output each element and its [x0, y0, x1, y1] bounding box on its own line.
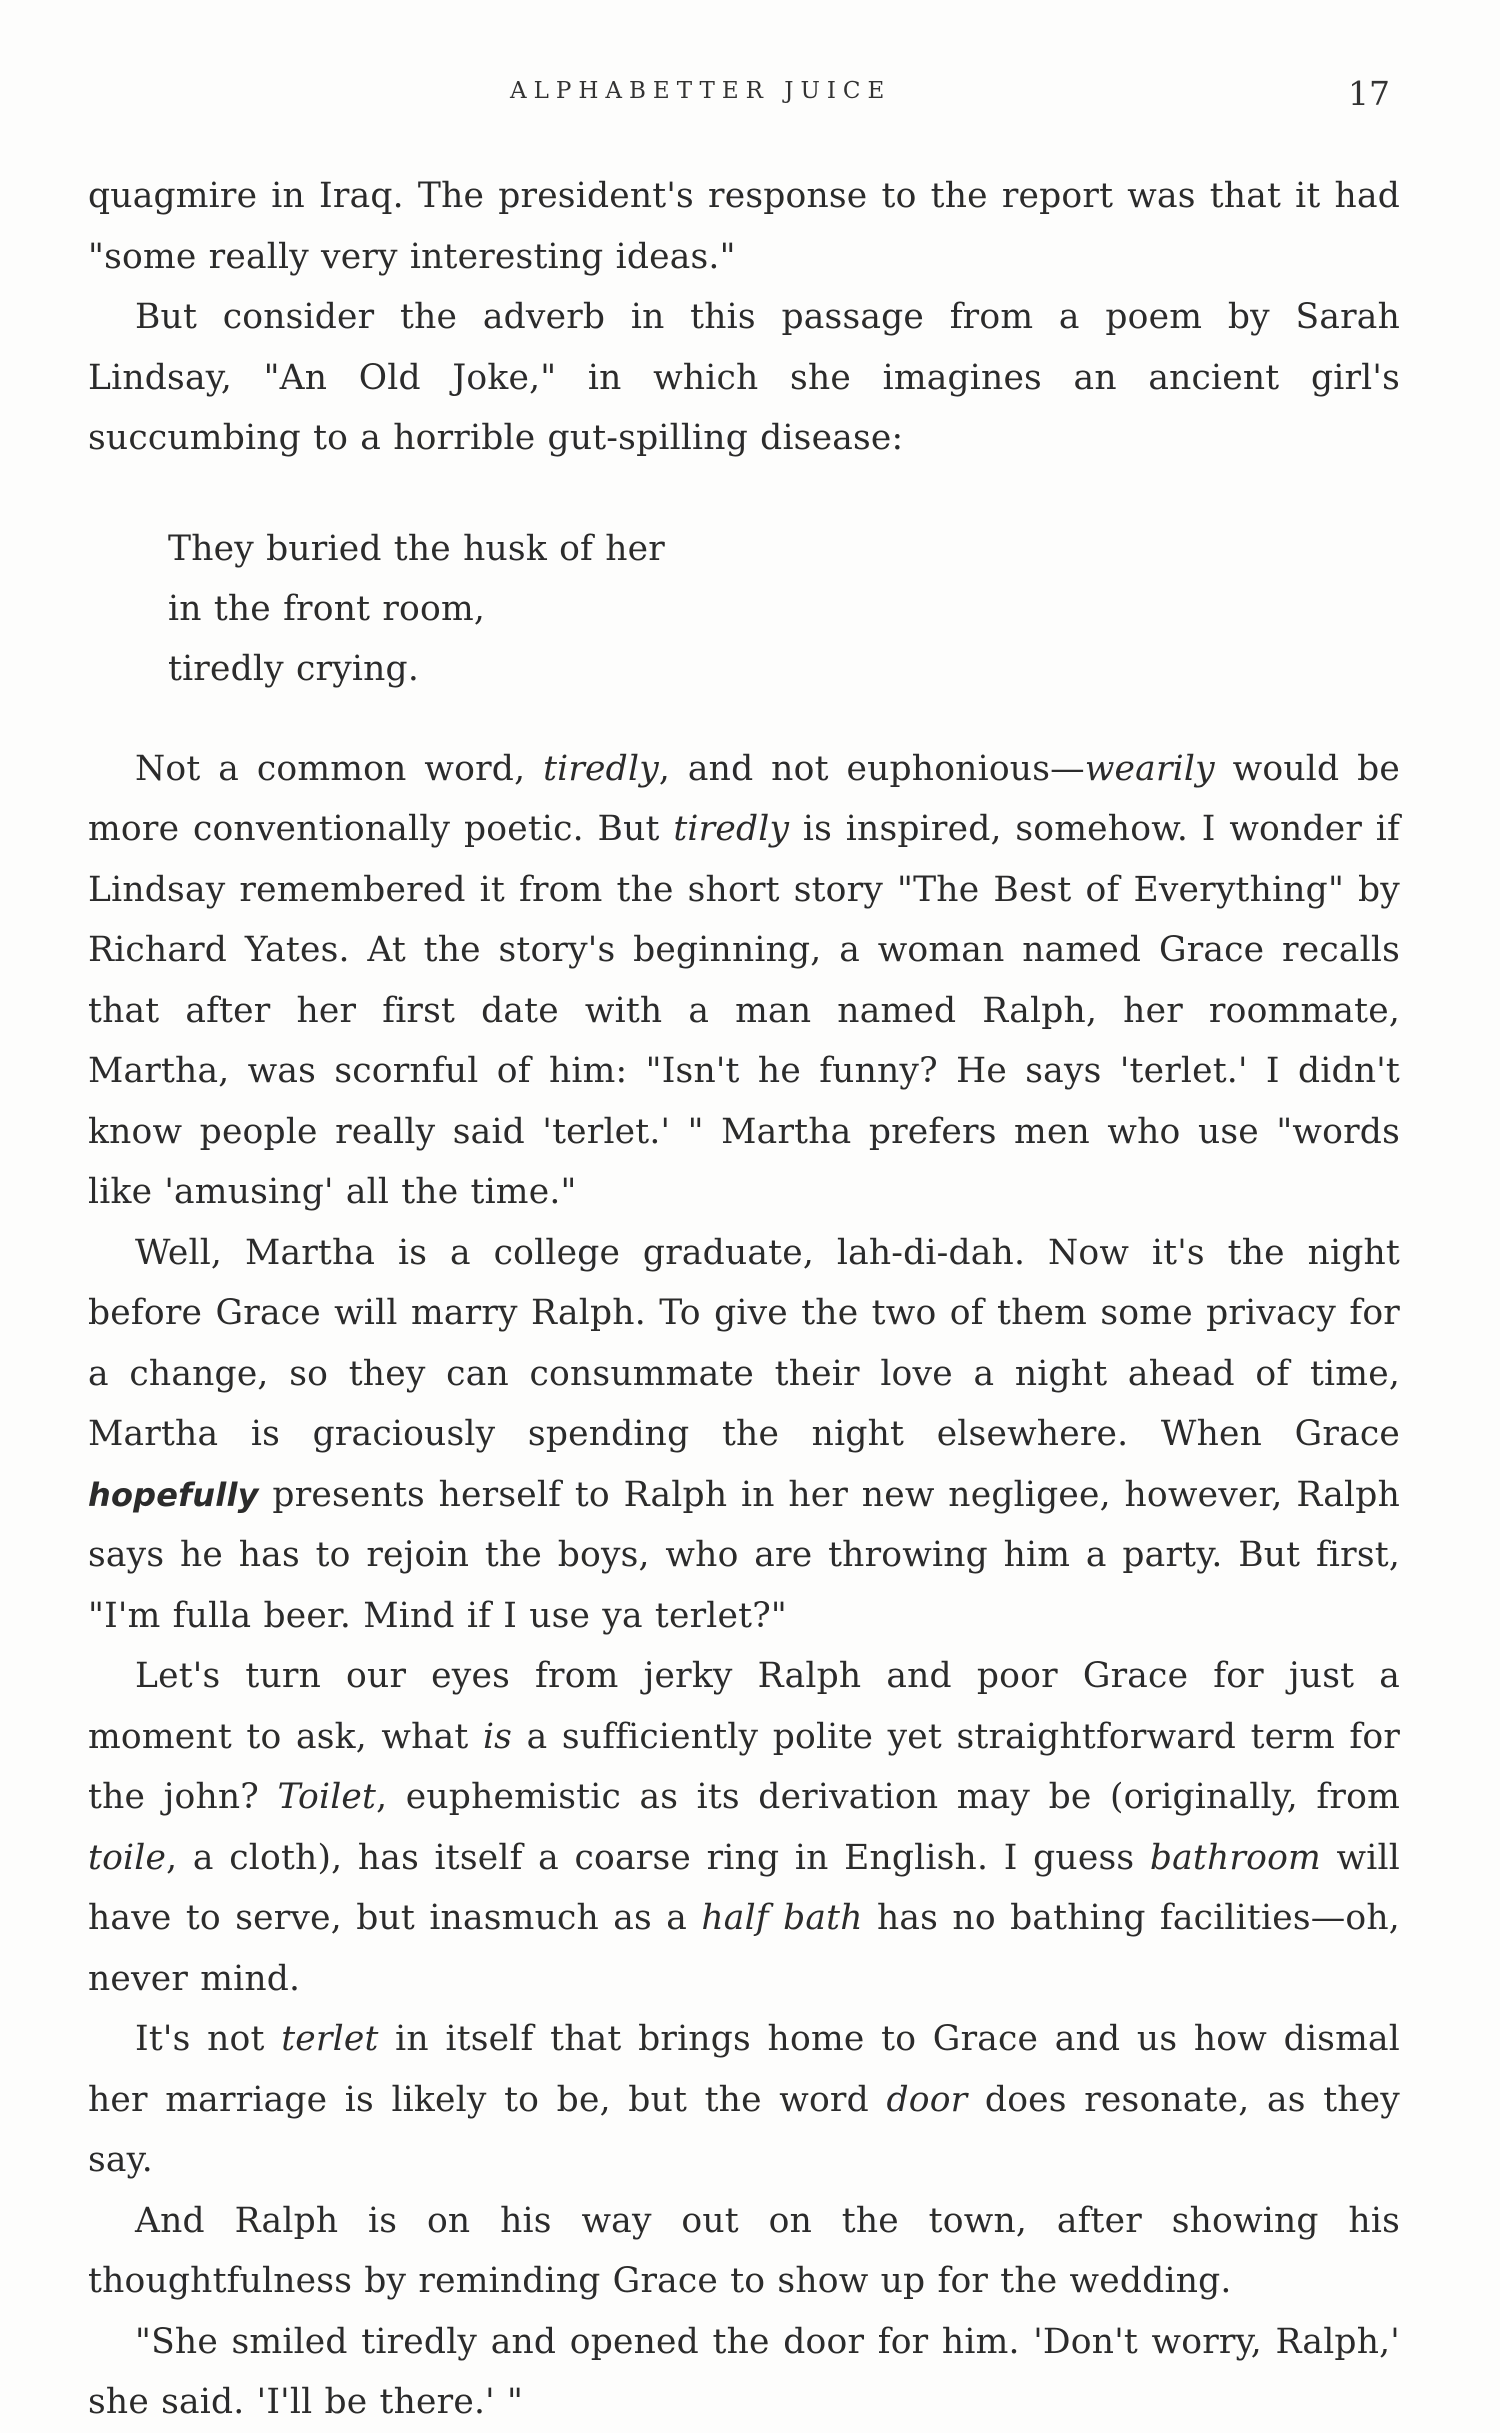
poem-line: They buried the husk of her [168, 528, 665, 569]
paragraph-6: It's not terlet in itself that brings home to Grace and us how dismal her marriage is likely to be, but the word door does resonate, as they say. [88, 2019, 1400, 2180]
italic-word: terlet [281, 2019, 379, 2059]
paragraph-4: Well, Martha is a college graduate, lah-di-dah. Now it's the night before Grace will marry Ralph. To give the two of them some privacy for a change, so they can consummate their love a night ahead of time, Martha is graciously spending the night elsewhere. When Grace hopefully presents herself to Ralph in her new negligee, however, Ralph says he has to rejoin the boys, who are throwing him a party. But first, "I'm fulla beer. Mind if I use ya terlet?" [88, 1232, 1400, 1636]
bold-italic-word: hopefully [88, 1475, 259, 1514]
italic-word: half bath [701, 1898, 863, 1938]
page-number: 17 [1348, 74, 1390, 113]
paragraph-1: quagmire in Iraq. The president's response to the report was that it had "some really very interesting ideas." [88, 176, 1400, 277]
paragraph-8: "She smiled tiredly and opened the door for him. 'Don't worry, Ralph,' she said. 'I'll be there.' " [88, 2321, 1400, 2422]
poem-line: in the front room, [168, 588, 486, 629]
paragraph-3: Not a common word, tiredly, and not euphonious—wearily would be more conventionally poetic. But tiredly is inspired, somehow. I wonder if Lindsay remembered it from the short story "The Best of Everything" by Richard Yates. At the story's beginning, a woman named Grace recalls that after her first date with a man named Ralph, her roommate, Martha, was scornful of him: "Isn't he funny? He says 'terlet.' I didn't know people really said 'terlet.' " Martha prefers men who use "words like 'amusing' all the time." [88, 748, 1400, 1212]
poem-excerpt [168, 519, 1400, 699]
body-text [88, 166, 1400, 2433]
italic-word: tiredly [543, 748, 659, 789]
paragraph-7: And Ralph is on his way out on the town, after showing his thoughtfulness by reminding Grace to show up for the wedding. [88, 2200, 1400, 2301]
poem-line: tiredly crying. [168, 648, 419, 689]
running-head [0, 74, 1500, 118]
italic-word: wearily [1084, 748, 1215, 789]
italic-word: tiredly [673, 809, 790, 849]
italic-word: door [886, 2079, 968, 2120]
italic-word: is [482, 1716, 513, 1757]
italic-word: Toilet [277, 1777, 377, 1817]
italic-word: bathroom [1149, 1837, 1321, 1878]
running-title: ALPHABETTER JUICE [510, 78, 892, 104]
paragraph-2: But consider the adverb in this passage from a poem by Sarah Lindsay, "An Old Joke," in which she imagines an ancient girl's succumbing to a horrible gut-spilling disease: [88, 297, 1400, 458]
paragraph-5: Let's turn our eyes from jerky Ralph and poor Grace for just a moment to ask, what is a sufficiently polite yet straightforward term for the john? Toilet, euphemistic as its derivation may be (originally, from toile, a cloth), has itself a coarse ring in English. I guess bathroom will have to serve, but inasmuch as a half bath has no bathing facilities—oh, never mind. [88, 1656, 1401, 1999]
italic-word: toile [88, 1837, 167, 1878]
